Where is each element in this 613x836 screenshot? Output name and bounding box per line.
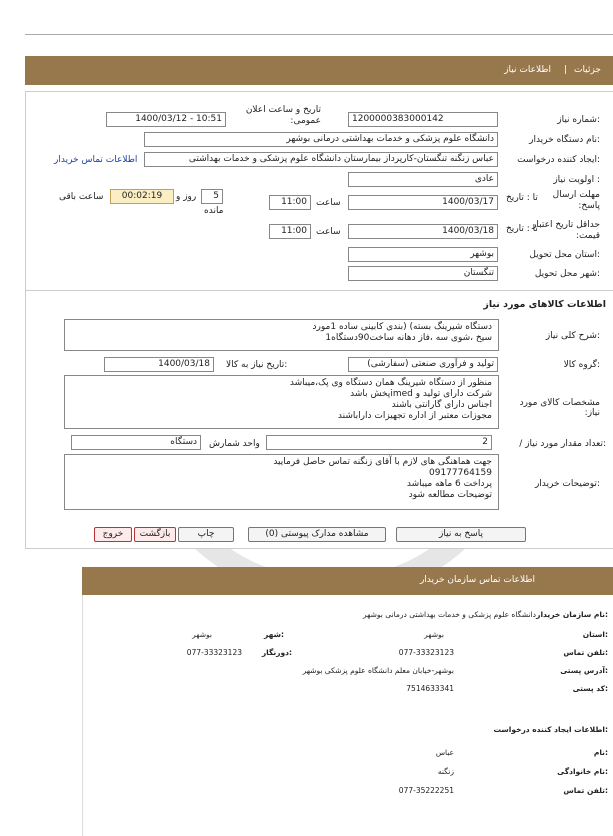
goods-section-title: اطلاعات کالاهای مورد نیاز bbox=[483, 299, 606, 310]
announce-datetime-field: 1400/03/12 - 10:51 bbox=[106, 112, 226, 127]
last-name-value: زنگنه bbox=[437, 767, 454, 776]
view-attachments-button[interactable]: مشاهده مدارک پیوستی (0) bbox=[248, 527, 386, 542]
need-date-field: 1400/03/18 bbox=[104, 357, 214, 372]
fax-value: 077-33323123 bbox=[186, 648, 242, 657]
requester-field: عباس زنگنه تنگستان-کارپرداز بیمارستان دانشگاه علوم پزشکی و خدمات بهداشتی bbox=[144, 152, 498, 167]
quantity-field: 2 bbox=[266, 435, 492, 450]
creator-title: اطلاعات ایجاد کننده درخواست: bbox=[493, 725, 608, 734]
price-validity-time-field: 11:00 bbox=[269, 224, 311, 239]
phone-value: 077-33323123 bbox=[398, 648, 454, 657]
buyer-notes-line: 09177764159 bbox=[429, 468, 492, 478]
buyer-notes-label: توضیحات خریدار: bbox=[534, 479, 600, 489]
buyer-notes-line: جهت هماهنگی های لازم با آقای زنگنه تماس حاصل فرمایید bbox=[273, 457, 492, 467]
address-value: بوشهر-خیابان معلم دانشگاه علوم پزشکی بوشهر bbox=[302, 666, 454, 675]
priority-field: عادی bbox=[348, 172, 498, 187]
need-date-label: تاریخ نیاز به کالا: bbox=[226, 360, 288, 370]
general-desc-box bbox=[64, 319, 499, 351]
unit-field: دستگاه bbox=[71, 435, 201, 450]
buyer-notes-box bbox=[64, 454, 499, 510]
specs-line: منظور از دستگاه شیرینگ همان دستگاه وی پک،میباشد bbox=[289, 378, 492, 388]
phone-label: تلفن تماس: bbox=[563, 648, 608, 657]
first-name-label: نام: bbox=[593, 748, 608, 757]
specs-line: شرکت دارای تولید و imedپخش باشد bbox=[350, 389, 492, 399]
postal-value: 7514633341 bbox=[406, 684, 454, 693]
countdown-timer: 00:02:19 bbox=[110, 189, 174, 204]
creator-phone-value: 077-35222251 bbox=[398, 786, 454, 795]
buyer-org-field: دانشگاه علوم پزشکی و خدمات بهداشتی درمانی بوشهر bbox=[144, 132, 498, 147]
province-value: بوشهر bbox=[424, 630, 444, 639]
fax-label: دورنگار: bbox=[261, 648, 292, 657]
need-number-label: شماره نیاز: bbox=[557, 115, 600, 125]
delivery-province-label: استان محل تحویل: bbox=[529, 250, 600, 260]
price-validity-to-date-label: تا : تاریخ bbox=[506, 224, 538, 234]
reply-time-field: 11:00 bbox=[269, 195, 311, 210]
specs-box bbox=[64, 375, 499, 429]
goods-group-field: تولید و فرآوری صنعتی (سفارشی) bbox=[348, 357, 498, 372]
specs-label: مشخصات کالای مورد نیاز: bbox=[519, 398, 600, 418]
reply-time-label: ساعت bbox=[316, 198, 341, 208]
days-remaining-field: 5 bbox=[201, 189, 223, 204]
org-name-label: نام سازمان خریدار: bbox=[536, 610, 608, 619]
city-value: بوشهر bbox=[192, 630, 212, 639]
remaining-suffix-label: مانده bbox=[204, 206, 224, 216]
reply-deadline-label: مهلت ارسال پاسخ: bbox=[552, 190, 600, 211]
buyer-notes-line: پرداخت 6 ماهه میباشد bbox=[406, 479, 492, 489]
general-desc-line: دستگاه شیرینگ بسته) (بندی کابینی ساده 1مورد bbox=[312, 322, 492, 332]
breadcrumb-details[interactable]: جزئیات bbox=[574, 65, 601, 75]
priority-label: اولویت نیاز : bbox=[553, 175, 600, 185]
price-validity-time-label: ساعت bbox=[316, 227, 341, 237]
last-name-label: نام خانوادگی: bbox=[557, 767, 608, 776]
general-desc-line: سیخ ،شوی سه ،فاز دهانه ساخت90دستگاه1 bbox=[325, 333, 492, 343]
announce-datetime-label: تاریخ و ساعت اعلان عمومی: bbox=[245, 105, 321, 126]
need-details-panel bbox=[25, 91, 613, 549]
requester-label: ایجاد کننده درخواست: bbox=[517, 155, 600, 165]
price-validity-date-field: 1400/03/18 bbox=[348, 224, 498, 239]
price-validity-label: حداقل تاریخ اعتبار قیمت: bbox=[532, 220, 600, 241]
unit-label: واحد شمارش bbox=[209, 439, 260, 449]
reply-date-field: 1400/03/17 bbox=[348, 195, 498, 210]
contact-panel bbox=[82, 595, 613, 836]
need-number-field: 1200000383000142 bbox=[348, 112, 498, 127]
province-label: استان: bbox=[582, 630, 608, 639]
exit-button[interactable]: خروج bbox=[94, 527, 132, 542]
back-button[interactable]: بازگشت bbox=[134, 527, 176, 542]
goods-group-label: گروه کالا: bbox=[563, 360, 600, 370]
page-header bbox=[25, 56, 613, 85]
city-label: شهر: bbox=[264, 630, 284, 639]
print-button[interactable]: چاپ bbox=[178, 527, 234, 542]
specs-line: مجوزات معتبر از اداره تجهیزات داراباشند bbox=[337, 411, 492, 421]
delivery-city-field: تنگستان bbox=[348, 266, 498, 281]
reply-to-date-label: تا : تاریخ bbox=[506, 193, 538, 203]
buyer-contact-link[interactable]: اطلاعات تماس خریدار bbox=[54, 155, 138, 165]
breadcrumb-need-info[interactable]: اطلاعات نیاز bbox=[504, 65, 551, 75]
breadcrumb-separator: | bbox=[563, 65, 567, 75]
reply-to-need-button[interactable]: پاسخ به نیاز bbox=[396, 527, 526, 542]
address-label: آدرس پستی: bbox=[560, 666, 608, 675]
delivery-province-field: بوشهر bbox=[348, 247, 498, 262]
first-name-value: عباس bbox=[435, 748, 454, 757]
contact-title: اطلاعات تماس سازمان خریدار bbox=[419, 575, 535, 585]
general-desc-label: شرح کلی نیاز: bbox=[545, 331, 600, 341]
days-label: روز و bbox=[176, 192, 197, 202]
postal-label: کد پستی: bbox=[572, 684, 608, 693]
buyer-org-label: نام دستگاه خریدار: bbox=[529, 135, 600, 145]
delivery-city-label: شهر محل تحویل: bbox=[534, 269, 600, 279]
buyer-notes-line: توضیحات مطالعه شود bbox=[408, 490, 492, 500]
org-name-value: دانشگاه علوم پزشکی و خدمات بهداشتی درمانی بوشهر bbox=[363, 610, 536, 619]
specs-line: اجناس دارای گارانتی باشند bbox=[391, 400, 492, 410]
section-divider bbox=[26, 290, 613, 291]
top-divider bbox=[25, 34, 613, 35]
quantity-label: / تعداد مقدار مورد نیاز: bbox=[519, 439, 606, 449]
creator-phone-label: تلفن تماس: bbox=[563, 786, 608, 795]
hours-remaining-label: ساعت باقی bbox=[59, 192, 104, 202]
contact-header bbox=[82, 567, 613, 595]
